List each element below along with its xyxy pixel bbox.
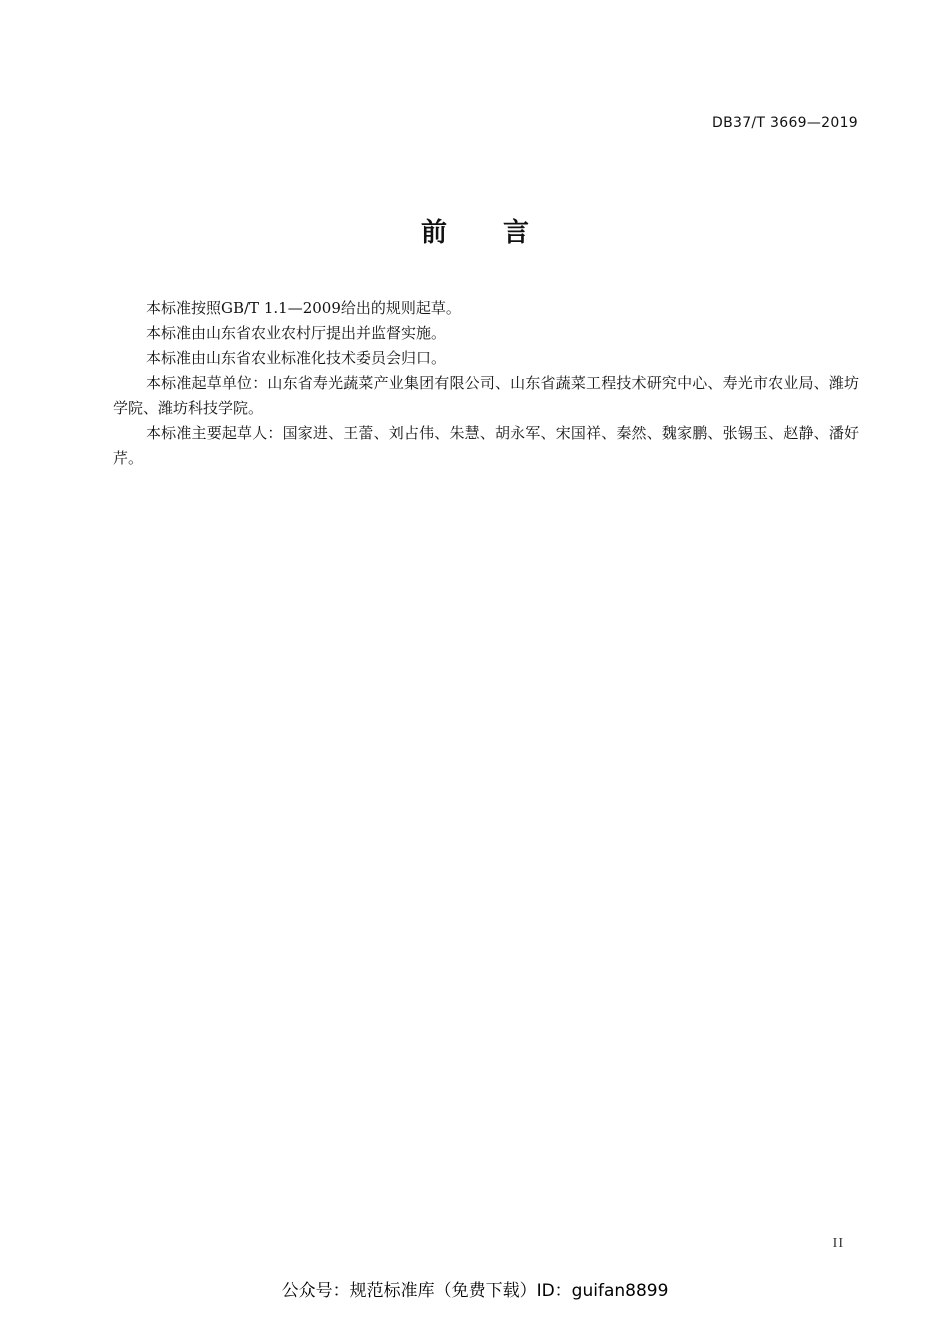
page-number: II [832, 1236, 844, 1251]
standard-code: DB37/T 3669—2019 [712, 115, 858, 131]
page-title: 前言 [420, 218, 585, 248]
paragraph-drafting-units: 本标准起草单位：山东省寿光蔬菜产业集团有限公司、山东省蔬菜工程技术研究中心、寿光市农业局、潍坊学院、潍坊科技学院。 [113, 374, 859, 417]
foreword-body [113, 296, 859, 471]
paragraph-technical-committee: 本标准由山东省农业标准化技术委员会归口。 [146, 349, 447, 367]
paragraph-proposer: 本标准由山东省农业农村厅提出并监督实施。 [146, 324, 447, 342]
watermark-text: 公众号：规范标准库（免费下载）ID：guifan8899 [281, 1281, 669, 1301]
paragraph-drafters: 本标准主要起草人：国家进、王蕾、刘占伟、朱慧、胡永军、宋国祥、秦然、魏家鹏、张锡玉、赵静、潘好芹。 [113, 424, 859, 467]
paragraph-drafting-rules: 本标准按照GB/T 1.1—2009给出的规则起草。 [146, 299, 461, 317]
